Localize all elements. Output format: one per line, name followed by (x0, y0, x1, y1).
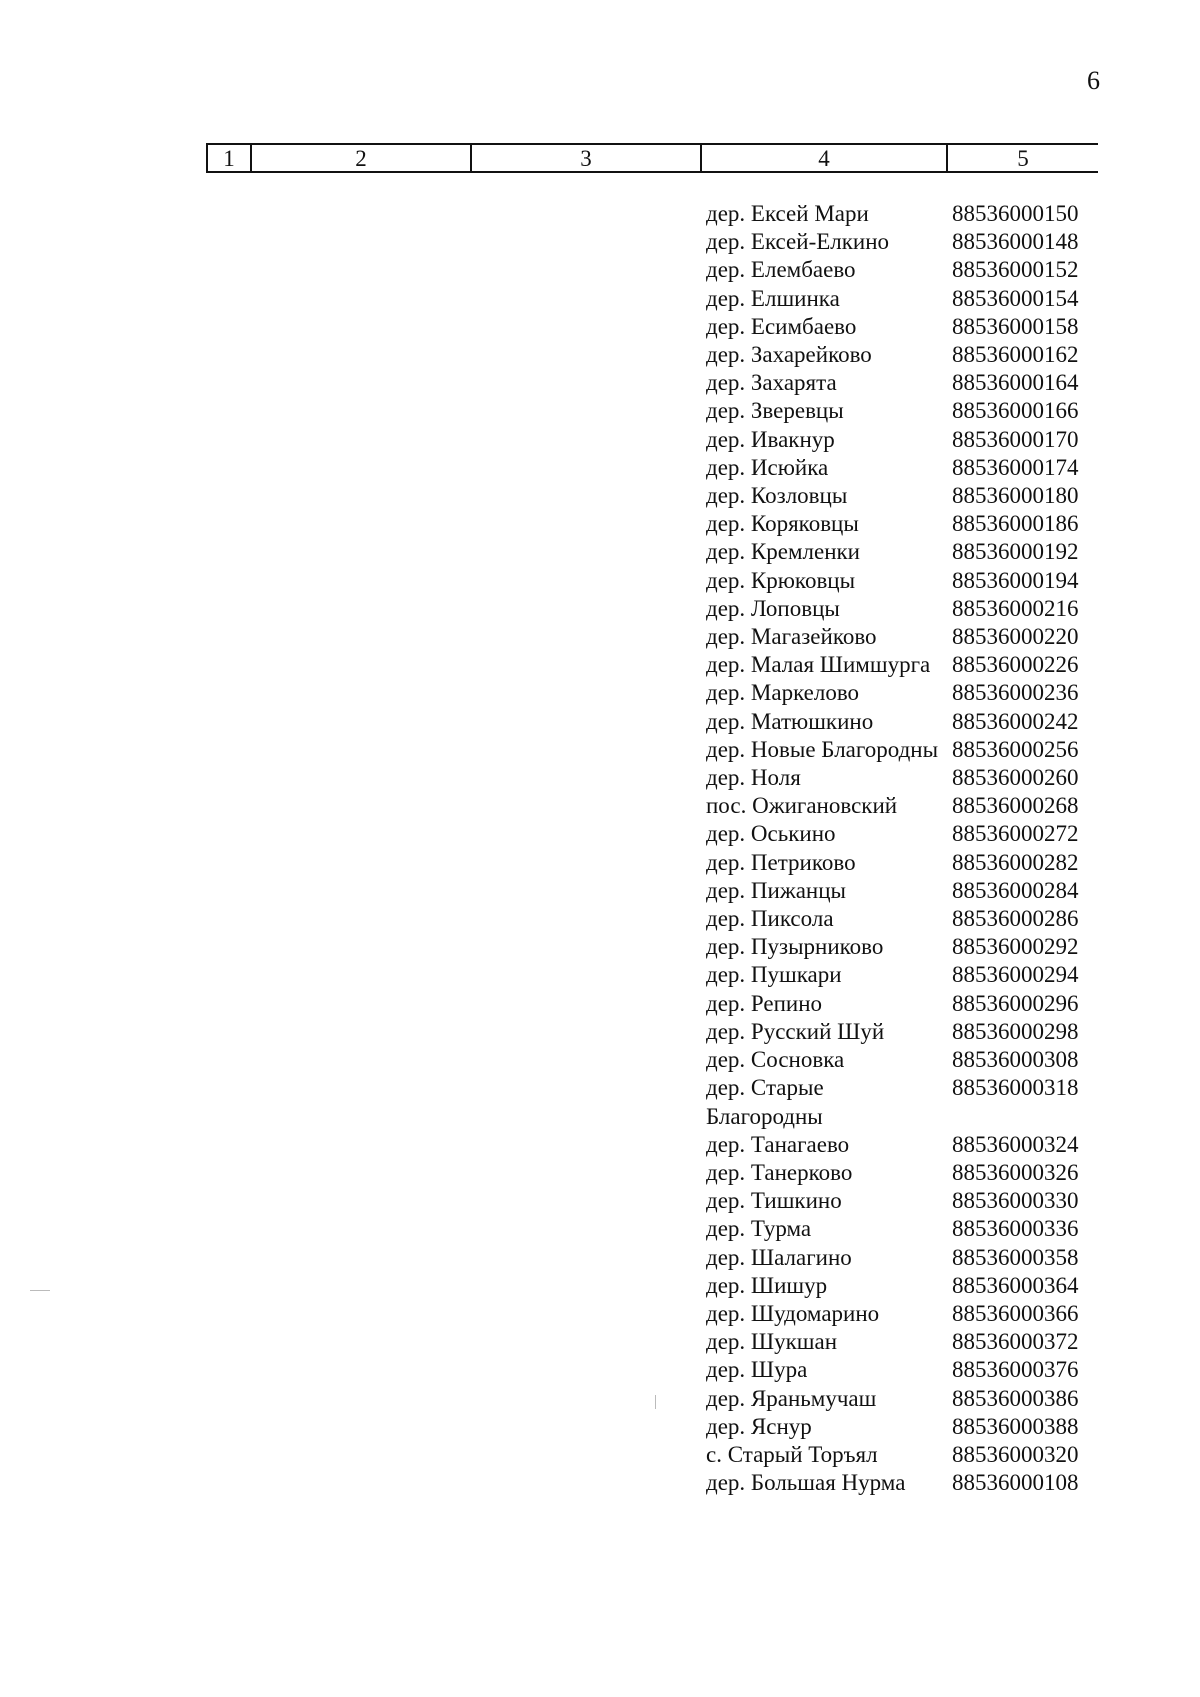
settlement-code: 88536000162 (952, 342, 1079, 368)
table-row (706, 228, 1106, 256)
settlement-code: 88536000366 (952, 1300, 1079, 1326)
settlement-code: 88536000330 (952, 1188, 1079, 1214)
settlement-name: дер. Малая Шимшурга (706, 652, 931, 678)
settlement-list (706, 200, 1106, 1497)
table-row (706, 1469, 1106, 1497)
settlement-name: дер. Захарейково (706, 342, 872, 368)
table-row (706, 736, 1106, 764)
table-row (706, 877, 1106, 905)
settlement-code: 88536000320 (952, 1441, 1079, 1467)
table-row (706, 256, 1106, 284)
settlement-name: дер. Шукшан (706, 1329, 838, 1355)
table-row (706, 341, 1106, 369)
settlement-code: 88536000388 (952, 1413, 1079, 1439)
settlement-name: дер. Тишкино (706, 1188, 842, 1214)
settlement-code: 88536000186 (952, 511, 1079, 537)
table-row (706, 510, 1106, 538)
settlement-name: дер. Ексей-Елкино (706, 229, 890, 255)
settlement-code: 88536000150 (952, 201, 1079, 226)
table-row (706, 1272, 1106, 1300)
column-header-5: 5 (1017, 146, 1029, 171)
settlement-code: 88536000226 (952, 652, 1079, 678)
settlement-name: дер. Лоповцы (706, 595, 840, 621)
settlement-code: 88536000326 (952, 1159, 1079, 1185)
scan-mark (30, 1290, 50, 1291)
settlement-code: 88536000272 (952, 821, 1079, 847)
table-row (706, 454, 1106, 482)
settlement-name: дер. Ексей Мари (706, 201, 869, 226)
table-row (706, 623, 1106, 651)
settlement-name: дер. Танерково (706, 1159, 853, 1185)
table-row (706, 1356, 1106, 1384)
settlement-code: 88536000294 (952, 962, 1079, 988)
settlement-name: дер. Репино (706, 990, 823, 1016)
table-row (706, 1159, 1106, 1187)
settlement-code: 88536000376 (952, 1357, 1079, 1383)
settlement-code: 88536000268 (952, 793, 1079, 819)
table-row (706, 990, 1106, 1018)
settlement-name: дер. Маркелово (706, 680, 860, 706)
settlement-name: дер. Пузырниково (706, 934, 884, 960)
settlement-code: 88536000372 (952, 1329, 1079, 1355)
column-header-2: 2 (252, 145, 472, 171)
table-row (706, 961, 1106, 989)
settlement-code: 88536000386 (952, 1385, 1079, 1411)
settlement-code: 88536000256 (952, 736, 1079, 762)
settlement-code: 88536000260 (952, 765, 1079, 791)
settlement-name: дер. Зверевцы (706, 398, 844, 424)
settlement-name: дер. Исюйка (706, 454, 829, 480)
settlement-name: дер. Шишур (706, 1272, 828, 1298)
settlement-name: дер. Матюшкино (706, 708, 874, 734)
settlement-name: дер. Пижанцы (706, 877, 846, 903)
page-number: 6 (1087, 66, 1100, 95)
settlement-name: дер. Елшинка (706, 285, 840, 311)
table-row (706, 849, 1106, 877)
table-row (706, 1413, 1106, 1441)
settlement-code: 88536000152 (952, 257, 1079, 283)
settlement-code: 88536000282 (952, 849, 1079, 875)
settlement-name: дер. Петриково (706, 849, 856, 875)
table-row (706, 933, 1106, 961)
settlement-code: 88536000154 (952, 285, 1079, 311)
table-row (706, 1046, 1106, 1074)
table-row (706, 538, 1106, 566)
table-row (706, 313, 1106, 341)
settlement-name: дер. Шудомарино (706, 1300, 880, 1326)
table-row (706, 1385, 1106, 1413)
settlement-code: 88536000296 (952, 990, 1079, 1016)
settlement-code: 88536000284 (952, 877, 1079, 903)
table-row (706, 1300, 1106, 1328)
table-row (706, 764, 1106, 792)
table-row (706, 482, 1106, 510)
settlement-name: дер. Яснур (706, 1413, 812, 1439)
settlement-code: 88536000236 (952, 680, 1079, 706)
settlement-name: дер. Захарята (706, 370, 837, 396)
settlement-name: дер. Магазейково (706, 624, 877, 650)
settlement-code: 88536000292 (952, 934, 1079, 960)
column-header-1: 1 (206, 145, 252, 171)
settlement-name: дер. Старые Благородны (706, 1075, 824, 1129)
settlement-code: 88536000324 (952, 1131, 1079, 1157)
settlement-code: 88536000180 (952, 483, 1079, 509)
column-header-row (206, 143, 1098, 173)
settlement-name: дер. Ноля (706, 765, 801, 791)
table-row (706, 792, 1106, 820)
table-row (706, 200, 1106, 228)
table-row (706, 905, 1106, 933)
table-row (706, 820, 1106, 848)
table-row (706, 1187, 1106, 1215)
settlement-name: пос. Ожигановский (706, 793, 898, 819)
settlement-name: дер. Ивакнур (706, 426, 835, 452)
settlement-code: 88536000358 (952, 1244, 1079, 1270)
settlement-code: 88536000242 (952, 708, 1079, 734)
table-row (706, 1018, 1106, 1046)
settlement-code: 88536000364 (952, 1272, 1079, 1298)
table-row (706, 1328, 1106, 1356)
settlement-code: 88536000298 (952, 1018, 1079, 1044)
column-header-3: 3 (472, 145, 702, 171)
settlement-code: 88536000336 (952, 1216, 1079, 1242)
settlement-name: дер. Крюковцы (706, 567, 856, 593)
settlement-code: 88536000286 (952, 906, 1079, 932)
settlement-name: дер. Танагаево (706, 1131, 850, 1157)
settlement-code: 88536000158 (952, 313, 1079, 339)
table-row (706, 426, 1106, 454)
table-row (706, 651, 1106, 679)
settlement-code: 88536000318 (952, 1075, 1079, 1101)
settlement-name: дер. Большая Нурма (706, 1470, 906, 1496)
table-row (706, 285, 1106, 313)
table-row (706, 397, 1106, 425)
table-row (706, 679, 1106, 707)
settlement-code: 88536000108 (952, 1470, 1079, 1496)
settlement-code: 88536000148 (952, 229, 1079, 255)
settlement-name: дер. Елембаево (706, 257, 856, 283)
settlement-name: дер. Оськино (706, 821, 836, 847)
settlement-code: 88536000166 (952, 398, 1079, 424)
settlement-name: дер. Пиксола (706, 906, 834, 932)
table-row (706, 1215, 1106, 1243)
settlement-name: дер. Есимбаево (706, 313, 857, 339)
settlement-code: 88536000216 (952, 595, 1079, 621)
table-row (706, 1441, 1106, 1469)
settlement-code: 88536000194 (952, 567, 1079, 593)
table-row (706, 1074, 1106, 1130)
settlement-code: 88536000220 (952, 624, 1079, 650)
settlement-name: дер. Коряковцы (706, 511, 859, 537)
settlement-name: дер. Козловцы (706, 483, 848, 509)
settlement-name: с. Старый Торъял (706, 1441, 878, 1467)
settlement-name: дер. Кремленки (706, 539, 860, 565)
table-row (706, 1244, 1106, 1272)
settlement-name: дер. Шалагино (706, 1244, 852, 1270)
settlement-code: 88536000308 (952, 1047, 1079, 1073)
table-row (706, 708, 1106, 736)
table-row (706, 369, 1106, 397)
settlement-name: дер. Яраньмучаш (706, 1385, 877, 1411)
settlement-name: дер. Турма (706, 1216, 812, 1242)
table-row (706, 1131, 1106, 1159)
settlement-code: 88536000170 (952, 426, 1079, 452)
settlement-name: дер. Пушкари (706, 962, 842, 988)
settlement-code: 88536000192 (952, 539, 1079, 565)
settlement-name: дер. Шура (706, 1357, 808, 1383)
table-row (706, 567, 1106, 595)
settlement-name: дер. Сосновка (706, 1047, 845, 1073)
settlement-code: 88536000164 (952, 370, 1079, 396)
scan-mark (655, 1395, 656, 1409)
settlement-code: 88536000174 (952, 454, 1079, 480)
settlement-name: дер. Новые Благородны (706, 736, 939, 762)
settlement-name: дер. Русский Шуй (706, 1018, 885, 1044)
column-header-4: 4 (702, 145, 948, 171)
table-row (706, 595, 1106, 623)
